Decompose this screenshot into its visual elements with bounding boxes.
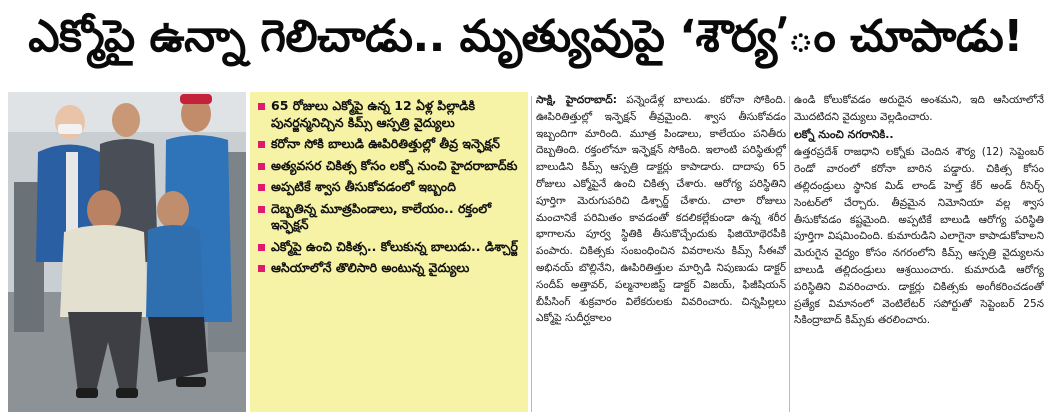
bullet-icon xyxy=(258,103,265,110)
highlight-item xyxy=(258,239,522,256)
bullet-icon xyxy=(258,141,265,148)
highlight-item xyxy=(258,158,522,175)
article-body-1: పన్నెండేళ్ల బాలుడు. కరోనా సోకింది. ఊపిరితిత్తుల్లో ఇన్ఫెక్షన్‌ తీవ్రమైంది. శ్వాస తీసుకోవడం ఇబ్బందిగా మారింది. మూత్ర పిండాలు, కాలేయం పనితీరు దెబ్బతింది. రక్తంలోనూ ఇన్ఫెక్షన్‌ సోకింది. ఇలాంటి పరిస్థితుల్లో బాలుడిని కిమ్స్‌ ఆస్పత్రి డాక్టర్లు కాపాడారు. దాదాపు 65 రోజులు ఎక్మోపైనే ఉంచి చికిత్స చేశారు. ఆరోగ్య పరిస్థితిని పూర్తిగా మెరుగుపరిచి డిశ్చార్జ్‌ చేశారు. చాలా రోజులు మంచానికే పరిమితం కావడంతో కదలికల్లేకుండా ఉన్న శరీర భాగాలను పూర్వ స్థితికి తీసుకొచ్చేందుకు ఫిజియోథెరపీకి పంపారు. చికిత్సకు సంబంధించిన వివరాలను కిమ్స్‌ సీఈవో అభినయ్‌ బొల్లినేని, ఊపిరితిత్తుల మార్పిడి నిపుణుడు డాక్టర్‌ సందీప్‌ అత్తావర్‌, పల్మనాలజిస్ట్‌ డాక్టర్‌ విజయ్‌, ఫిజీషియన్‌ బీపీసింగ్‌ శుక్రవారం విలేకరులకు వివరించారు. చిన్నపిల్లలు ఎక్మోపై సుదీర్ఘకాలం xyxy=(536,94,786,325)
article-body-lead: ఉండి కోలుకోవడం అరుదైన అంశమని, ఇది ఆసియాలోనే మొదటిదని వైద్యులు వెల్లడించారు. xyxy=(794,94,1044,123)
highlight-item xyxy=(258,260,522,277)
highlights-box xyxy=(250,92,528,412)
bullet-icon xyxy=(258,244,265,251)
article-column-2 xyxy=(794,92,1044,414)
highlight-item xyxy=(258,136,522,153)
article-column-1 xyxy=(536,92,786,414)
headline: ఎక్మోపై ఉన్నా గెలిచాడు.. మృత్యువుపై ‘శౌర్య’ం చూపాడు! xyxy=(28,11,1023,62)
highlight-text: అప్పటికే శ్వాస తీసుకోవడంలో ఇబ్బంది xyxy=(271,179,456,194)
bullet-icon xyxy=(258,163,265,170)
highlight-item xyxy=(258,179,522,196)
bullet-icon xyxy=(258,206,265,213)
bullet-icon xyxy=(258,184,265,191)
highlight-text: దెబ్బతిన్న మూత్రపిండాలు, కాలేయం.. రక్తంలో ఇన్ఫెక్షన్‌ xyxy=(271,200,492,232)
highlight-text: కరోనా సోకి బాలుడి ఊపిరితిత్తుల్లో తీవ్ర ఇన్ఫెక్షన్‌ xyxy=(271,136,500,151)
highlight-text: ఆసియాలోనే తొలిసారి అంటున్న వైద్యులు xyxy=(271,260,470,275)
highlight-item xyxy=(258,201,522,234)
subheading: లక్నో నుంచి నగరానికి.. xyxy=(794,127,894,141)
highlight-text: ఎక్మోపై ఉంచి చికిత్స.. కోలుకున్న బాలుడు.. డిశ్చార్జ్‌ xyxy=(271,238,518,254)
highlight-item xyxy=(258,98,522,131)
bullet-icon xyxy=(258,265,265,272)
news-photo xyxy=(8,92,246,412)
dateline: సాక్షి, హైదరాబాద్‌: xyxy=(536,94,617,106)
column-divider xyxy=(789,96,790,412)
article-body-2: ఉత్తరప్రదేశ్‌ రాజధాని లక్నోకు చెందిన శౌర్య (12) సెప్టెంబర్‌ రెండో వారంలో కరోనా బారిన పడ్డారు. చికిత్స కోసం తల్లిదండ్రులు స్థానిక మిడ్‌ లాండ్‌ హెల్త్‌ కేర్‌ అండ్‌ రీసెర్చ్‌ సెంటర్‌లో చేర్చారు. తీవ్రమైన నిమోనియా వల్ల శ్వాస తీసుకోవడం కష్టమైంది. అప్పటికే బాలుడి ఆరోగ్య పరిస్థితి పూర్తిగా విషమించింది. కుమారుడిని ఎలాగైనా కాపాడుకోవాలని మెరుగైన వైద్యం కోసం నగరంలోని కిమ్స్‌ ఆస్పత్రి వైద్యులను బాలుడి తల్లిదండ్రులు ఆశ్రయించారు. కుమారుడి ఆరోగ్య పరిస్థితిని వివరించారు. డాక్టర్లు చికిత్సకు అంగీకరించడంతో ప్రత్యేక విమానంలో వెంటిలేటర్‌ సపోర్టుతో సెప్టెంబర్‌ 25న సికింద్రాబాద్‌ కిమ్స్‌కు తరలించారు. xyxy=(794,146,1044,327)
highlight-text: అత్యవసర చికిత్స కోసం లక్నో నుంచి హైదరాబాద్‌కు xyxy=(271,157,518,173)
highlight-text: 65 రోజులు ఎక్మోపై ఉన్న 12 ఏళ్ల పిల్లాడికి పునర్జన్మనిచ్చిన కిమ్స్‌ ఆస్పత్రి వైద్యులు xyxy=(271,98,476,130)
column-divider xyxy=(531,96,532,412)
